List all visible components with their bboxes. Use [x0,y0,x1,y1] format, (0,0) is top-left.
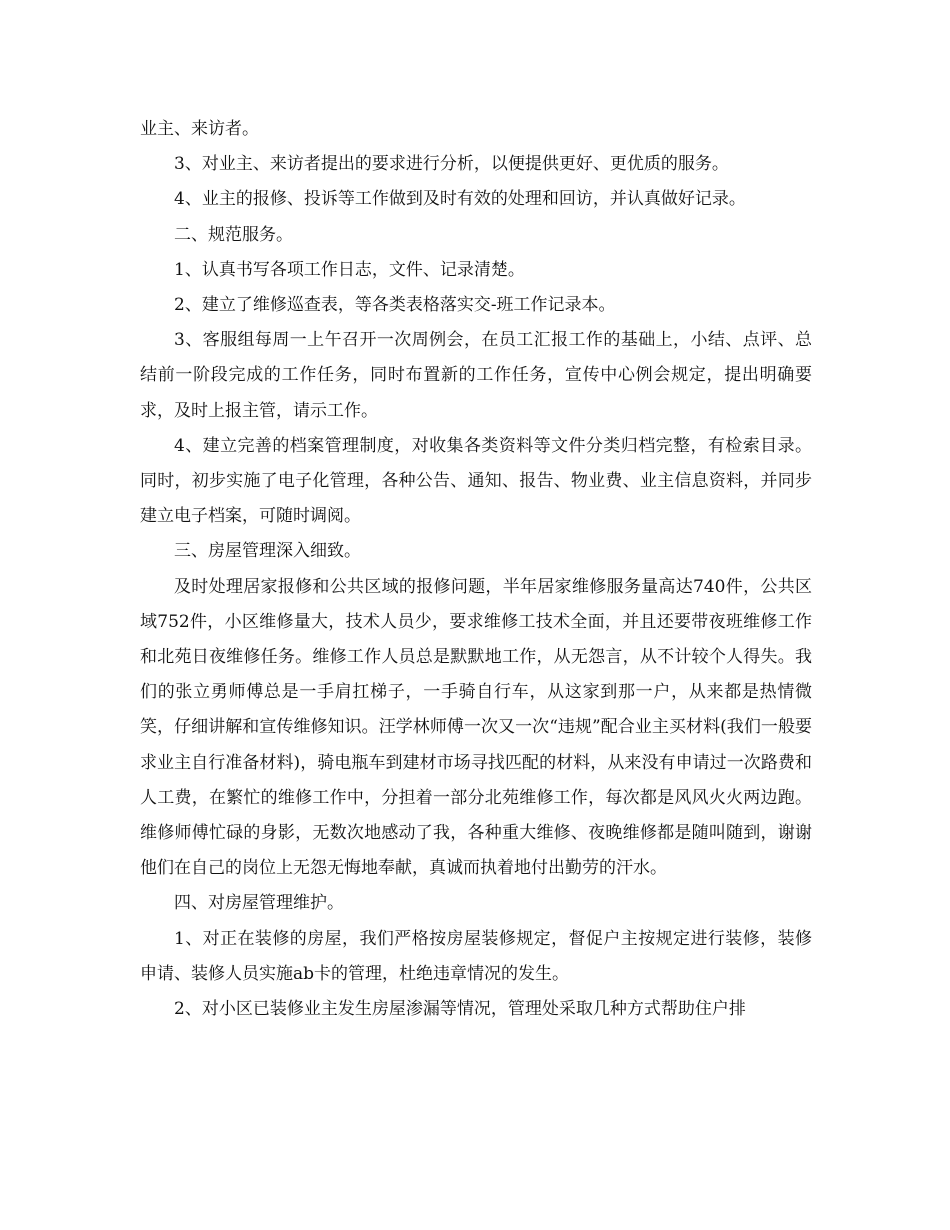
paragraph-item-2-leakage: 2、对小区已装修业主发生房屋渗漏等情况，管理处采取几种方式帮助住户排 [174,999,746,1020]
document-body [140,112,812,1027]
paragraph-item-3-requests: 3、对业主、来访者提出的要求进行分析，以便提供更好、更优质的服务。 [174,154,729,175]
paragraph-item-1-logs: 1、认真书写各项工作日志，文件、记录清楚。 [174,259,525,280]
paragraph-maintenance-details: 及时处理居家报修和公共区域的报修问题，半年居家维修服务量高达740件，公共区域752件，小区维修量大，技术人员少，要求维修工技术全面，并且还要带夜班维修工作和北苑日夜维修任务。维修工作人员总是默默地工作，从无怨言，从不计较个人得失。我们的张立勇师傅总是一手肩扛梯子，一手骑自行车，从这家到那一户，从来都是热情微笑，仔细讲解和宣传维修知识。汪学林师傅一次又一次“违规”配合业主买材料(我们一般要求业主自行准备材料)，骑电瓶车到建材市场寻找匹配的材料，从来没有申请过一次路费和人工费，在繁忙的维修工作中，分担着一部分北苑维修工作，每次都是风风火火两边跑。维修师傅忙碌的身影，无数次地感动了我，各种重大维修、夜晚维修都是随叫随到，谢谢他们在自己的岗位上无怨无悔地奉献，真诚而执着地付出勤劳的汗水。 [140,576,812,879]
section-heading-4: 四、对房屋管理维护。 [174,893,344,914]
section-heading-3: 三、房屋管理深入细致。 [174,541,361,562]
paragraph-item-1-renovation: 1、对正在装修的房屋，我们严格按房屋装修规定，督促户主按规定进行装修，装修申请、装修人员实施ab卡的管理，杜绝违章情况的发生。 [140,928,812,984]
paragraph-item-2-inspection: 2、建立了维修巡查表，等各类表格落实交-班工作记录本。 [174,295,616,316]
paragraph-item-4-repairs: 4、业主的报修、投诉等工作做到及时有效的处理和回访，并认真做好记录。 [174,189,746,210]
paragraph-item-4-archives: 4、建立完善的档案管理制度，对收集各类资料等文件分类归档完整，有检索目录。同时，初步实施了电子化管理，各种公告、通知、报告、物业费、业主信息资料，并同步建立电子档案，可随时调阅。 [140,435,812,527]
section-heading-2: 二、规范服务。 [174,224,293,245]
paragraph-continuation: 业主、来访者。 [140,119,259,139]
paragraph-item-3-meetings: 3、客服组每周一上午召开一次周例会，在员工汇报工作的基础上，小结、点评、总结前一阶段完成的工作任务，同时布置新的工作任务，宣传中心例会规定，提出明确要求，及时上报主管，请示工作。 [140,330,812,421]
